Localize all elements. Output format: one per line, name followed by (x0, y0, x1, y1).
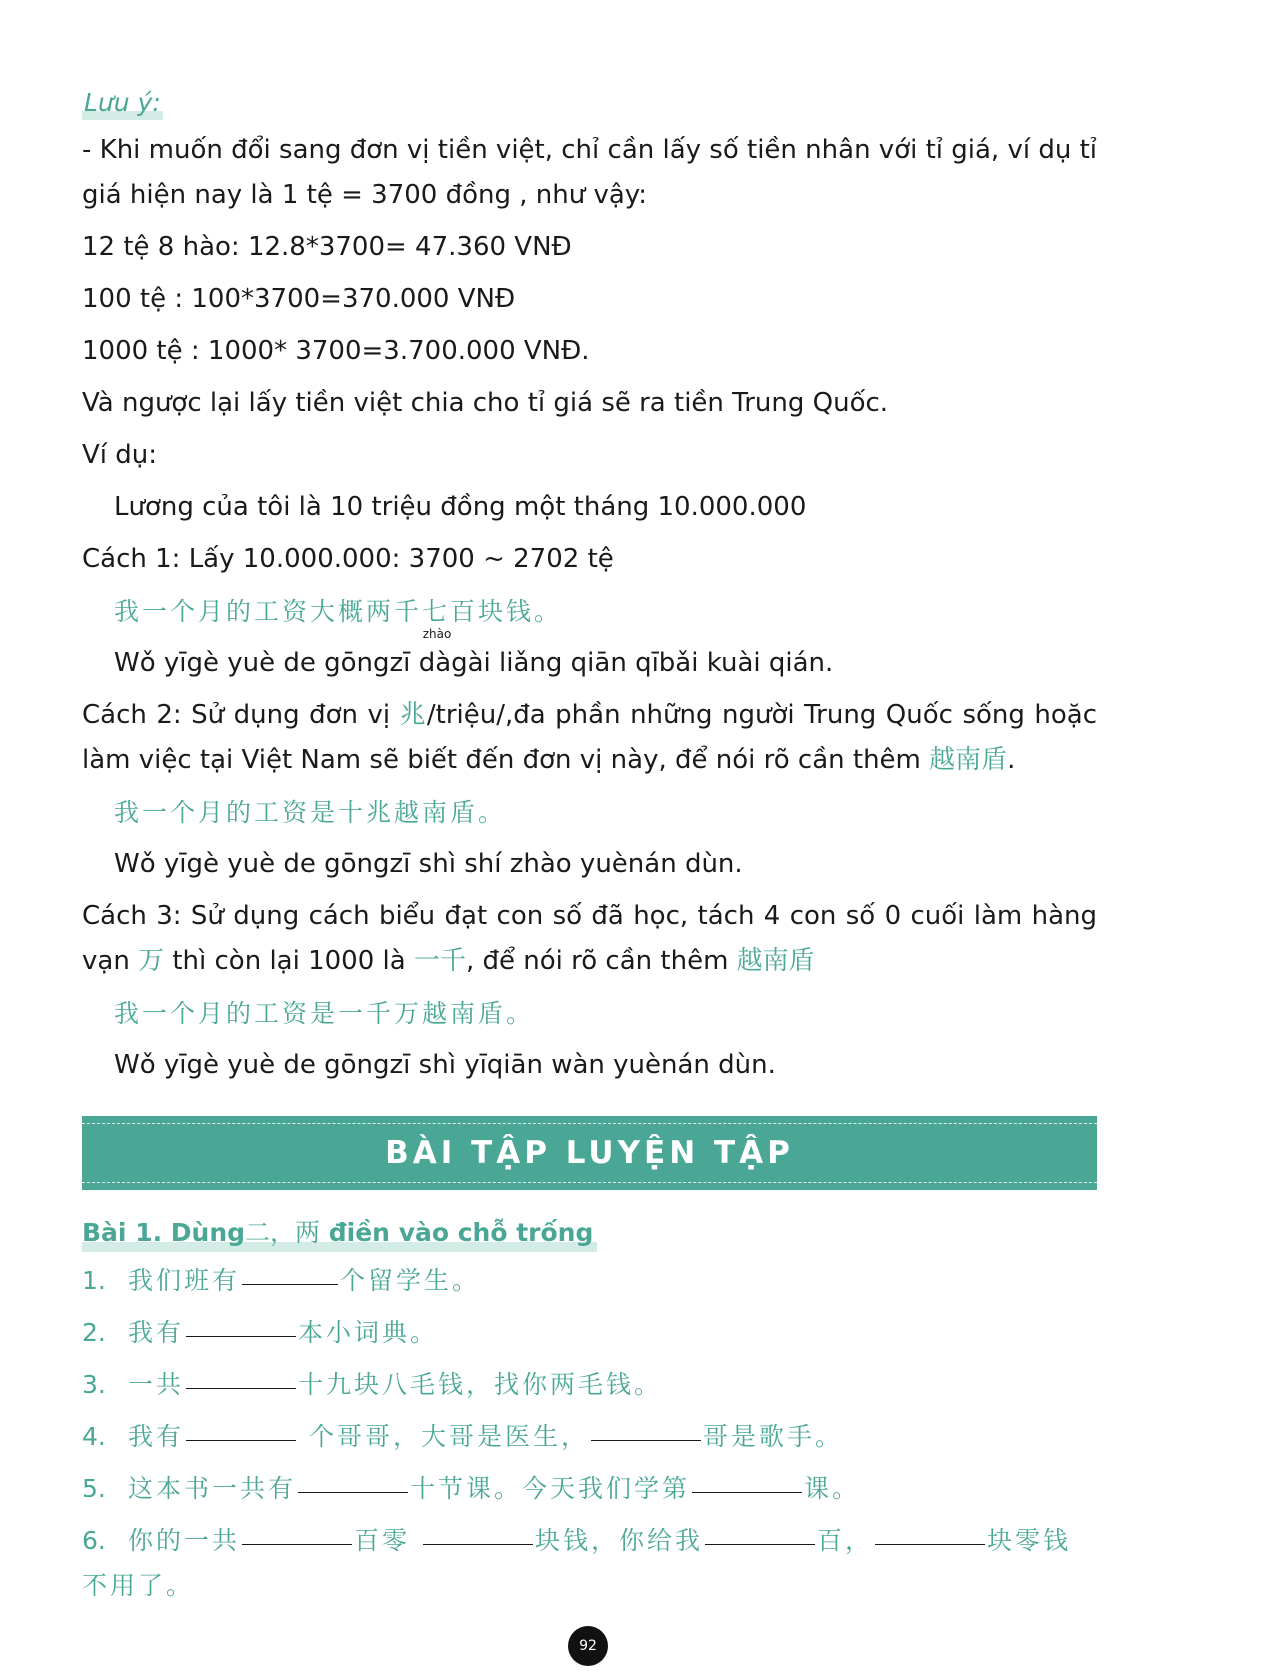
answer-blank[interactable] (705, 1543, 815, 1545)
item-text: 块钱，你给我 (534, 1526, 703, 1555)
item-text: 你的一共 (128, 1526, 241, 1555)
item-number: 6. (82, 1526, 106, 1555)
way-1-ruby: zhào (422, 627, 452, 641)
item-text: 十节课。今天我们学第 (410, 1474, 691, 1503)
answer-blank[interactable] (242, 1543, 352, 1545)
calc-line-1: 12 tệ 8 hào: 12.8*3700= 47.360 VNĐ (82, 232, 572, 262)
answer-blank[interactable] (875, 1543, 985, 1545)
item-number: 3. (82, 1370, 106, 1399)
exercise-item-4 (82, 1414, 1097, 1459)
way-3-cn-vnd: 越南盾 (736, 946, 815, 976)
reverse-note: Và ngược lại lấy tiền việt chia cho tỉ giá sẽ ra tiền Trung Quốc. (82, 388, 889, 418)
way-1-pinyin (82, 627, 1097, 686)
item-text: 本小词典。 (298, 1318, 439, 1347)
item-text: 个哥哥，大哥是医生， (298, 1422, 589, 1451)
item-text: 块零钱不用了。 (82, 1526, 1072, 1600)
item-text: 课。 (804, 1474, 861, 1503)
page-number: 92 (568, 1626, 608, 1666)
way-2-text (82, 693, 1097, 783)
way-1-text: Cách 1: Lấy 10.000.000: 3700 ~ 2702 tệ (82, 544, 614, 574)
way-3-text-b: thì còn lại 1000 là (164, 946, 414, 976)
item-text: 一共 (128, 1370, 185, 1399)
exercise-item-5 (82, 1466, 1097, 1511)
way-3-cn-wan: 万 (138, 946, 165, 976)
exercise-item-6 (82, 1518, 1097, 1608)
exercise-1-title-b: điền vào chỗ trống (320, 1218, 594, 1247)
item-number: 5. (82, 1474, 106, 1503)
exercise-item-2 (82, 1310, 1097, 1355)
item-text: 百， (816, 1526, 873, 1555)
way-3-chinese: 我一个月的工资是一千万越南盾。 (114, 999, 535, 1028)
way-3-text (82, 894, 1097, 984)
way-1-chinese: 我一个月的工资大概两千七百块钱。 (114, 597, 563, 626)
exercise-1-title-a: Bài 1. Dùng (82, 1218, 246, 1247)
item-text: 十九块八毛钱，找你两毛钱。 (298, 1370, 663, 1399)
answer-blank[interactable] (186, 1335, 296, 1337)
calc-line-3: 1000 tệ : 1000* 3700=3.700.000 VNĐ. (82, 336, 590, 366)
item-text: 我有 (128, 1422, 185, 1451)
item-text: 百零 (354, 1526, 421, 1555)
way-1-pinyin-a: Wǒ yīgè yuè de gōngzī (114, 648, 419, 678)
exercise-item-1 (82, 1258, 1097, 1303)
calc-line-2: 100 tệ : 100*3700=370.000 VNĐ (82, 284, 516, 314)
way-1-pinyin-b: dàgài liǎng qiān qībǎi kuài qián. (418, 648, 834, 678)
answer-blank[interactable] (186, 1439, 296, 1441)
way-2-cn-zhao: 兆 (399, 700, 427, 730)
example-label: Ví dụ: (82, 440, 158, 470)
exercise-1-title (82, 1214, 597, 1252)
answer-blank[interactable] (423, 1543, 533, 1545)
item-number: 2. (82, 1318, 106, 1347)
page-content (82, 86, 1097, 1615)
banner-title: BÀI TẬP LUYỆN TẬP (385, 1135, 794, 1171)
item-text: 哥是歌手。 (702, 1422, 843, 1451)
note-paragraph-1: - Khi muốn đổi sang đơn vị tiền việt, chỉ cần lấy số tiền nhân với tỉ giá, ví dụ tỉ giá hiện nay là 1 tệ = 3700 đồng , như vậy: (82, 135, 1098, 210)
way-3-pinyin: Wǒ yīgè yuè de gōngzī shì yīqiān wàn yuènán dùn. (114, 1050, 776, 1080)
item-text: 我有 (128, 1318, 185, 1347)
exercise-banner (82, 1116, 1097, 1190)
exercise-1-title-cn: 二，两 (245, 1218, 321, 1247)
way-3-text-c: , để nói rõ cần thêm (465, 946, 737, 976)
answer-blank[interactable] (591, 1439, 701, 1441)
way-2-cn-vnd: 越南盾 (929, 745, 1008, 775)
exercise-1-list (82, 1258, 1097, 1608)
way-2-pinyin: Wǒ yīgè yuè de gōngzī shì shí zhào yuènán dùn. (114, 849, 743, 879)
way-3-cn-yiqian: 一千 (413, 946, 466, 976)
way-1-pinyin-b-wrap (418, 627, 834, 686)
salary-example: Lương của tôi là 10 triệu đồng một tháng 10.000.000 (114, 492, 807, 522)
item-text: 这本书一共有 (128, 1474, 297, 1503)
exercise-item-3 (82, 1362, 1097, 1407)
way-2-chinese: 我一个月的工资是十兆越南盾。 (114, 798, 507, 827)
answer-blank[interactable] (692, 1491, 802, 1493)
item-text: 我们班有 (128, 1266, 241, 1295)
answer-blank[interactable] (298, 1491, 408, 1493)
answer-blank[interactable] (242, 1283, 338, 1285)
answer-blank[interactable] (186, 1387, 296, 1389)
item-number: 4. (82, 1422, 106, 1451)
note-title: Lưu ý: (82, 86, 163, 120)
way-2-text-c: . (1007, 745, 1016, 775)
way-2-text-b: /triệu/,đa phần những người Trung Quốc sống hoặc làm việc tại Việt Nam sẽ biết đến đơn vị này, để nói rõ cần thêm (82, 700, 1097, 775)
item-text: 个留学生。 (340, 1266, 481, 1295)
way-2-text-a: Cách 2: Sử dụng đơn vị (82, 700, 400, 730)
way-3-text-a: Cách 3: Sử dụng cách biểu đạt con số đã học, tách 4 con số 0 cuối làm hàng vạn (82, 901, 1097, 976)
item-number: 1. (82, 1266, 106, 1295)
